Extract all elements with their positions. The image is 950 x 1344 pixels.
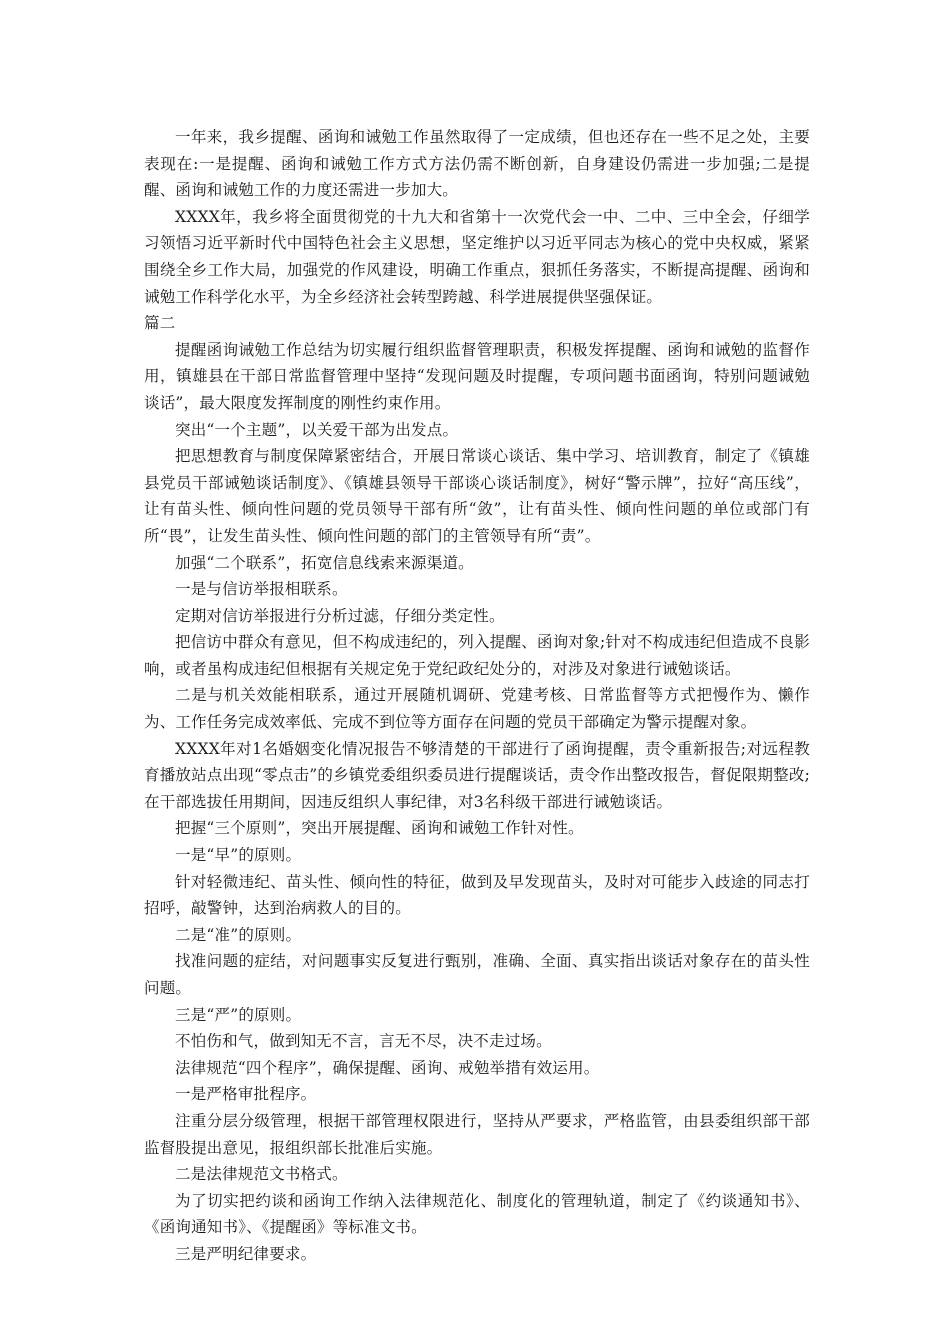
paragraph: 二是“准”的原则。 xyxy=(175,925,302,944)
paragraph: 二是法律规范文书格式。 xyxy=(175,1165,348,1184)
paragraph: 三是“严”的原则。 xyxy=(175,1005,302,1024)
paragraph: 法律规范“四个程序”，确保提醒、函询、戒勉举措有效运用。 xyxy=(175,1058,600,1077)
paragraph: 一是与信访举报相联系。 xyxy=(175,580,348,599)
paragraph: 一年来，我乡提醒、函询和诫勉工作虽然取得了一定成绩，但也还存在一些不足之处，主要表现在:一是提醒、函询和诫勉工作方式方法仍需不断创新，自身建设仍需进一步加强;二是提醒、函询和诫勉工作的力度还需进一步加大。 xyxy=(144,128,810,200)
document-body xyxy=(144,124,810,1268)
paragraph: 把握“三个原则”，突出开展提醒、函询和诫勉工作针对性。 xyxy=(175,819,584,838)
paragraph: 为了切实把约谈和函询工作纳入法律规范化、制度化的管理轨道，制定了《约谈通知书》、《函询通知书》、《提醒函》等标准文书。 xyxy=(144,1191,810,1237)
paragraph: 突出“一个主题”，以关爱干部为出发点。 xyxy=(175,420,459,439)
paragraph: XXXX年，我乡将全面贯彻党的十九大和省第十一次党代会一中、二中、三中全会，仔细学习领悟习近平新时代中国特色社会主义思想，坚定维护以习近平同志为核心的党中央权威，紧紧围绕全乡工作大局，加强党的作风建设，明确工作重点，狠抓任务落实，不断提高提醒、函询和诫勉工作科学化水平，为全乡经济社会转型跨越、科学进展提供坚强保证。 xyxy=(144,207,810,306)
paragraph: 把信访中群众有意见，但不构成违纪的，列入提醒、函询对象;针对不构成违纪但造成不良影响，或者虽构成违纪但根据有关规定免于党纪政纪处分的，对涉及对象进行诫勉谈话。 xyxy=(144,633,810,678)
paragraph: 把思想教育与制度保障紧密结合，开展日常谈心谈话、集中学习、培训教育，制定了《镇雄县党员干部诫勉谈话制度》、《镇雄县领导干部谈心谈话制度》，树好“警示牌”，拉好“高压线”，让有苗头性、倾向性问题的党员领导干部有所“敛”，让有苗头性、倾向性问题的单位或部门有所“畏”，让发生苗头性、倾向性问题的部门的主管领导有所“责”。 xyxy=(144,447,810,545)
paragraph: 三是严明纪律要求。 xyxy=(175,1244,317,1263)
paragraph: 一是“早”的原则。 xyxy=(175,846,302,865)
paragraph: XXXX年对1名婚姻变化情况报告不够清楚的干部进行了函询提醒，责令重新报告;对远程教育播放站点出现“零点击”的乡镇党委组织委员进行提醒谈话，责令作出整改报告，督促限期整改;在干部选拔任用期间，因违反组织人事纪律，对3名科级干部进行诫勉谈话。 xyxy=(144,739,810,811)
paragraph: 定期对信访举报进行分析过滤，仔细分类定性。 xyxy=(175,606,505,625)
paragraph: 注重分层分级管理，根据干部管理权限进行，坚持从严要求，严格监管，由县委组织部干部监督股提出意见，报组织部长批准后实施。 xyxy=(144,1111,810,1157)
paragraph: 提醒函询诫勉工作总结为切实履行组织监督管理职责，积极发挥提醒、函询和诫勉的监督作用，镇雄县在干部日常监督管理中坚持“发现问题及时提醒，专项问题书面函询，特别问题诫勉谈话”，最大限度发挥制度的刚性约束作用。 xyxy=(144,340,810,412)
paragraph: 二是与机关效能相联系，通过开展随机调研、党建考核、日常监督等方式把慢作为、懒作为、工作任务完成效率低、完成不到位等方面存在问题的党员干部确定为警示提醒对象。 xyxy=(144,686,810,732)
paragraph: 找准问题的症结，对问题事实反复进行甄别，准确、全面、真实指出谈话对象存在的苗头性问题。 xyxy=(144,952,810,997)
paragraph: 不怕伤和气，做到知无不言，言无不尽，决不走过场。 xyxy=(175,1032,552,1051)
paragraph: 加强“二个联系”，拓宽信息线索来源渠道。 xyxy=(175,553,474,572)
paragraph: 针对轻微违纪、苗头性、倾向性的特征，做到及早发现苗头，及时对可能步入歧途的同志打招呼，敲警钟，达到治病救人的目的。 xyxy=(144,872,810,918)
paragraph: 一是严格审批程序。 xyxy=(175,1085,317,1104)
section-heading: 篇二 xyxy=(144,314,176,333)
